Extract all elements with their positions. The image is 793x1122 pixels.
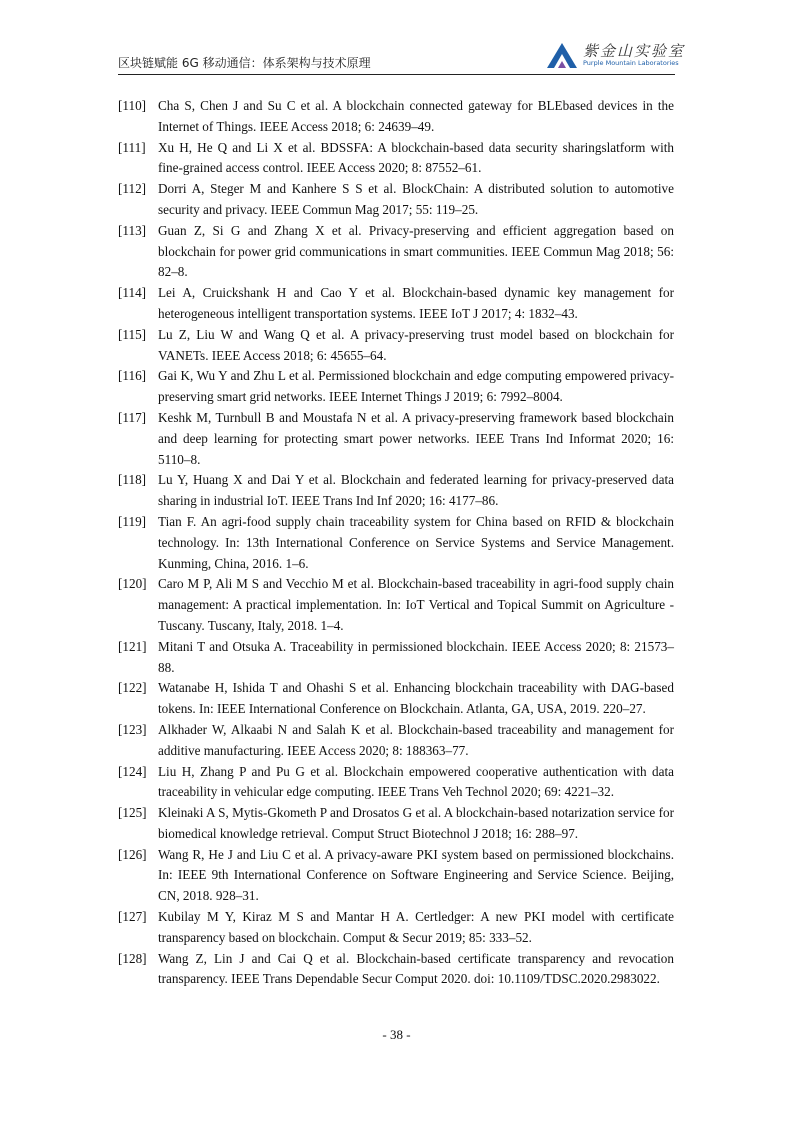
reference-number: [114]	[118, 285, 147, 301]
reference-number: [119]	[118, 513, 147, 529]
reference-item	[118, 283, 674, 325]
reference-text: Xu H, He Q and Li X et al. BDSSFA: A blockchain-based data security sharingslatform with fine-grained access control. IEEE Access 2020; 8: 87552–61.	[158, 139, 674, 176]
reference-number: [110]	[118, 98, 147, 113]
logo-english-name: Purple Mountain Laboratories	[583, 59, 679, 67]
reference-text: Lu Z, Liu W and Wang Q et al. A privacy-preserving trust model based on blockchain for VANETs. IEEE Access 2018; 6: 45655–64.	[158, 326, 674, 363]
reference-text: Guan Z, Si G and Zhang X et al. Privacy-preserving and efficient aggregation based on blockchain for power grid communications in smart communities. IEEE Commun Mag 2018; 56: 82–8.	[158, 222, 674, 280]
reference-text: Alkhader W, Alkaabi N and Salah K et al. Blockchain-based traceability and management for additive manufacturing. IEEE Access 2020; 8: 188363–77.	[158, 721, 674, 758]
reference-text: Caro M P, Ali M S and Vecchio M et al. Blockchain-based traceability in agri-food supply chain management: A practical implementation. In: IoT Vertical and Topical Summit on Agriculture - Tuscany. Tuscany, Italy, 2018. 1–4.	[158, 576, 674, 633]
reference-text: Wang R, He J and Liu C et al. A privacy-aware PKI system based on permissioned blockchains. In: IEEE 9th International Conference on Software Engineering and Service Science. Beijing, CN, 2018. 928–31.	[158, 846, 674, 904]
reference-item	[118, 803, 674, 845]
reference-number: [113]	[118, 222, 147, 238]
reference-number: [116]	[118, 368, 147, 384]
reference-item	[118, 512, 674, 574]
reference-item	[118, 470, 674, 512]
reference-number: [111]	[118, 139, 146, 155]
reference-text: Dorri A, Steger M and Kanhere S S et al. BlockChain: A distributed solution to automotive security and privacy. IEEE Commun Mag 2017; 55: 119–25.	[158, 181, 674, 217]
reference-item	[118, 138, 674, 180]
reference-list	[118, 96, 674, 990]
reference-number: [120]	[118, 576, 147, 592]
reference-number: [124]	[118, 763, 147, 779]
reference-item	[118, 574, 674, 636]
reference-item	[118, 325, 674, 367]
page-number: - 38 -	[382, 1027, 411, 1042]
reference-item	[118, 678, 674, 720]
reference-item	[118, 907, 674, 949]
reference-text: Lu Y, Huang X and Dai Y et al. Blockchain and federated learning for privacy-preserved data sharing in industrial IoT. IEEE Trans Ind Inf 2020; 16: 4177–86.	[158, 472, 674, 509]
logo-chinese-name: 紫金山实验室	[583, 42, 686, 60]
reference-text: Tian F. An agri-food supply chain traceability system for China based on RFID & blockchain technology. In: 13th International Conference on Service Systems and Service Management. Kunming, China, 2016. 1–6.	[158, 513, 674, 571]
page-header	[118, 38, 686, 75]
reference-number: [112]	[118, 181, 147, 197]
reference-item	[118, 845, 674, 907]
reference-item	[118, 762, 674, 804]
reference-number: [115]	[118, 326, 147, 342]
reference-number: [123]	[118, 721, 147, 737]
reference-text: Watanabe H, Ishida T and Ohashi S et al. Enhancing blockchain traceability with DAG-based tokens. In: IEEE International Conference on Blockchain. Atlanta, GA, USA, 2019. 220–27.	[158, 680, 674, 717]
reference-number: [118]	[118, 472, 147, 488]
reference-item	[118, 720, 674, 762]
reference-number: [125]	[118, 805, 147, 821]
reference-text: Keshk M, Turnbull B and Moustafa N et al. A privacy-preserving framework based blockchain and deep learning for protecting smart power networks. IEEE Trans Ind Informat 2020; 16: 5110–8.	[158, 409, 674, 467]
reference-text: Lei A, Cruickshank H and Cao Y et al. Blockchain-based dynamic key management for heterogeneous intelligent transportation systems. IEEE IoT J 2017; 4: 1832–43.	[158, 285, 674, 321]
reference-text: Mitani T and Otsuka A. Traceability in permissioned blockchain. IEEE Access 2020; 8: 21573–88.	[158, 638, 674, 675]
reference-text: Cha S, Chen J and Su C et al. A blockchain connected gateway for BLEbased devices in the Internet of Things. IEEE Access 2018; 6: 24639–49.	[158, 98, 674, 134]
mountain-logo-icon	[545, 40, 579, 70]
reference-item	[118, 179, 674, 221]
reference-number: [128]	[118, 950, 147, 966]
reference-item	[118, 408, 674, 470]
reference-number: [121]	[118, 638, 147, 654]
reference-item	[118, 637, 674, 679]
reference-number: [117]	[118, 409, 147, 425]
reference-number: [122]	[118, 680, 147, 696]
reference-item	[118, 366, 674, 408]
reference-item	[118, 221, 674, 283]
reference-text: Liu H, Zhang P and Pu G et al. Blockchain empowered cooperative authentication with data traceability in vehicular edge computing. IEEE Trans Veh Technol 2020; 69: 4221–32.	[158, 763, 674, 800]
running-title: 区块链赋能 6G 移动通信：体系架构与技术原理	[118, 56, 371, 70]
reference-item	[118, 96, 674, 138]
reference-number: [127]	[118, 909, 147, 925]
lab-logo	[545, 40, 686, 72]
reference-text: Wang Z, Lin J and Cai Q et al. Blockchain-based certificate transparency and revocation transparency. IEEE Trans Dependable Secur Comput 2020. doi: 10.1109/TDSC.2020.2983022.	[158, 950, 674, 987]
reference-text: Gai K, Wu Y and Zhu L et al. Permissioned blockchain and edge computing empowered privacy-preserving smart grid networks. IEEE Internet Things J 2019; 6: 7992–8004.	[158, 368, 674, 405]
reference-number: [126]	[118, 846, 147, 862]
reference-item	[118, 949, 674, 991]
reference-text: Kubilay M Y, Kiraz M S and Mantar H A. Certledger: A new PKI model with certificate transparency based on blockchain. Comput & Secur 2019; 85: 333–52.	[158, 909, 674, 945]
reference-text: Kleinaki A S, Mytis-Gkometh P and Drosatos G et al. A blockchain-based notarization service for biomedical knowledge retrieval. Comput Struct Biotechnol J 2018; 16: 288–97.	[158, 805, 674, 841]
